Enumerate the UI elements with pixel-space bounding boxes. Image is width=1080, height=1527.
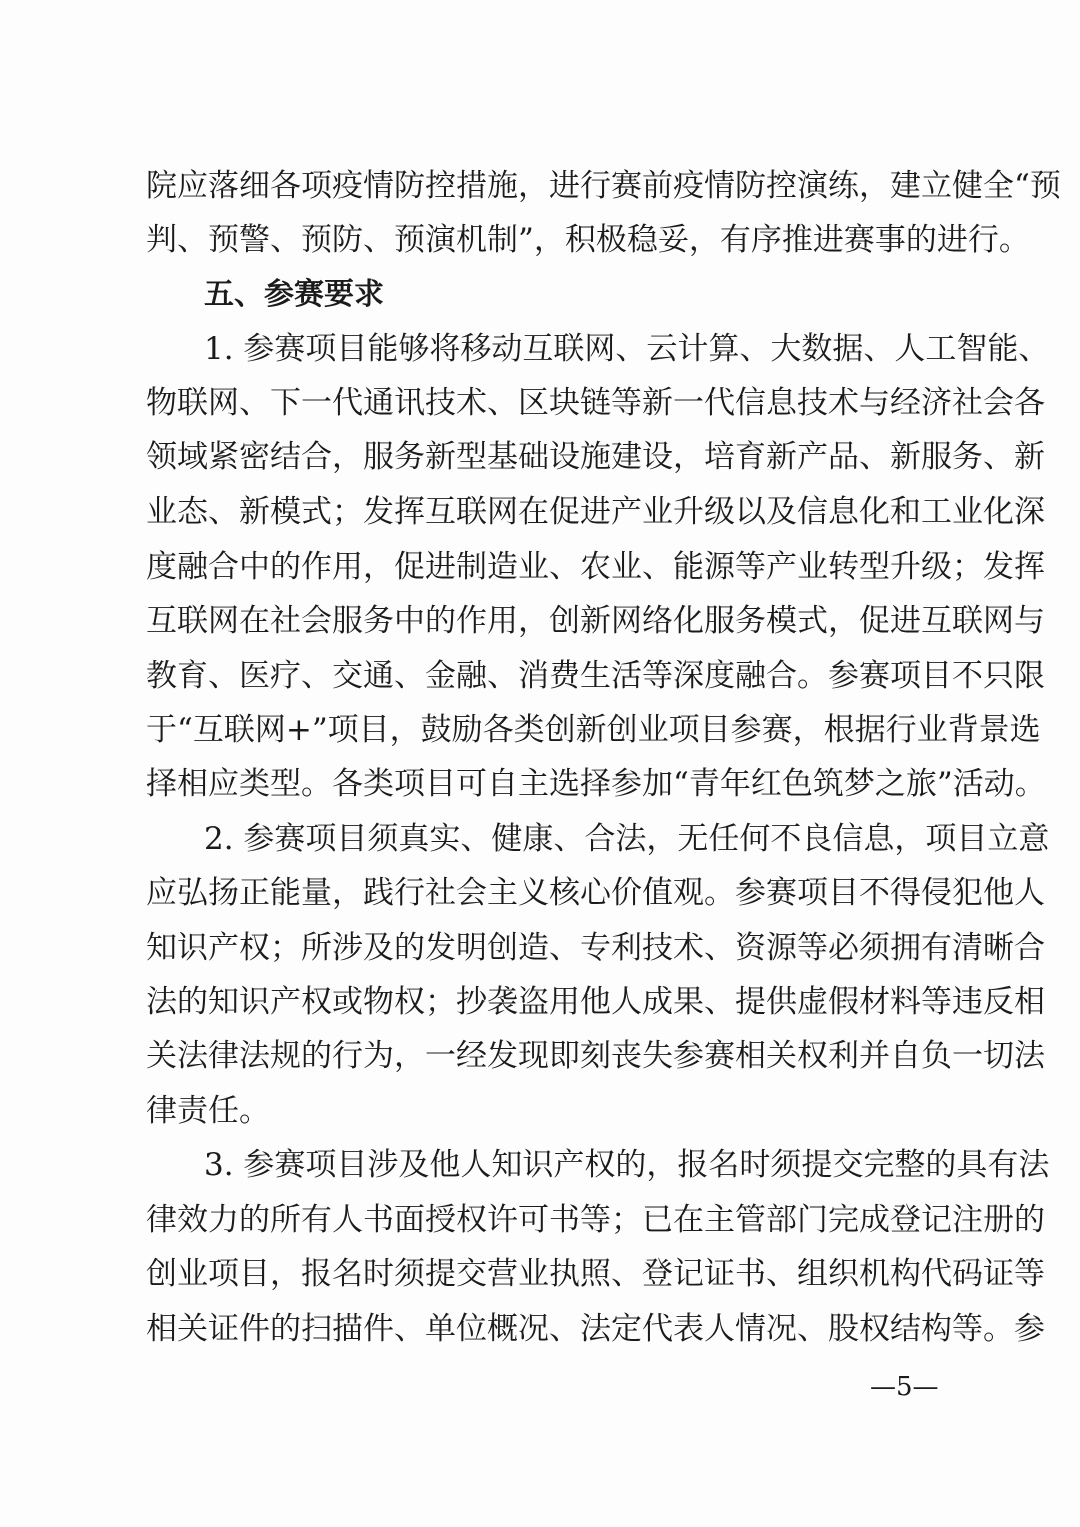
paragraph-line: 律责任。 [146, 1093, 270, 1129]
paragraph-line: 判、预警、预防、预演机制”，积极稳妥，有序推进赛事的进行。 [146, 222, 1030, 258]
paragraph-line: 择相应类型。各类项目可自主选择参加“青年红色筑梦之旅”活动。 [146, 766, 1046, 802]
paragraph-line: 度融合中的作用，促进制造业、农业、能源等产业转型升级；发挥 [146, 549, 1045, 585]
paragraph-line: 业态、新模式；发挥互联网在促进产业升级以及信息化和工业化深 [146, 494, 1045, 530]
section-heading: 五、参赛要求 [204, 277, 384, 312]
page-number: —5— [870, 1372, 939, 1402]
paragraph-line: 法的知识产权或物权；抄袭盗用他人成果、提供虚假材料等违反相 [146, 984, 1045, 1020]
paragraph-line: 于“互联网+”项目，鼓励各类创新创业项目参赛，根据行业背景选 [146, 712, 1041, 748]
paragraph-line: 教育、医疗、交通、金融、消费生活等深度融合。参赛项目不只限 [146, 658, 1045, 694]
paragraph-line: 创业项目，报名时须提交营业执照、登记证书、组织机构代码证等 [146, 1256, 1045, 1292]
paragraph-line: 2. 参赛项目须真实、健康、合法，无任何不良信息，项目立意 [204, 821, 1050, 857]
paragraph-line: 领域紧密结合，服务新型基础设施建设，培育新产品、新服务、新 [146, 439, 1045, 475]
paragraph-line: 3. 参赛项目涉及他人知识产权的，报名时须提交完整的具有法 [204, 1147, 1050, 1183]
paragraph-line: 应弘扬正能量，践行社会主义核心价值观。参赛项目不得侵犯他人 [146, 875, 1045, 911]
paragraph-line: 知识产权；所涉及的发明创造、专利技术、资源等必须拥有清晰合 [146, 930, 1045, 966]
paragraph-line: 院应落细各项疫情防控措施，进行赛前疫情防控演练，建立健全“预 [146, 168, 1061, 204]
paragraph-line: 关法律法规的行为，一经发现即刻丧失参赛相关权利并自负一切法 [146, 1038, 1045, 1074]
paragraph-line: 1. 参赛项目能够将移动互联网、云计算、大数据、人工智能、 [204, 331, 1050, 367]
paragraph-line: 相关证件的扫描件、单位概况、法定代表人情况、股权结构等。参 [146, 1311, 1045, 1347]
paragraph-line: 律效力的所有人书面授权许可书等；已在主管部门完成登记注册的 [146, 1202, 1045, 1238]
paragraph-line: 物联网、下一代通讯技术、区块链等新一代信息技术与经济社会各 [146, 385, 1045, 421]
paragraph-line: 互联网在社会服务中的作用，创新网络化服务模式，促进互联网与 [146, 603, 1045, 639]
